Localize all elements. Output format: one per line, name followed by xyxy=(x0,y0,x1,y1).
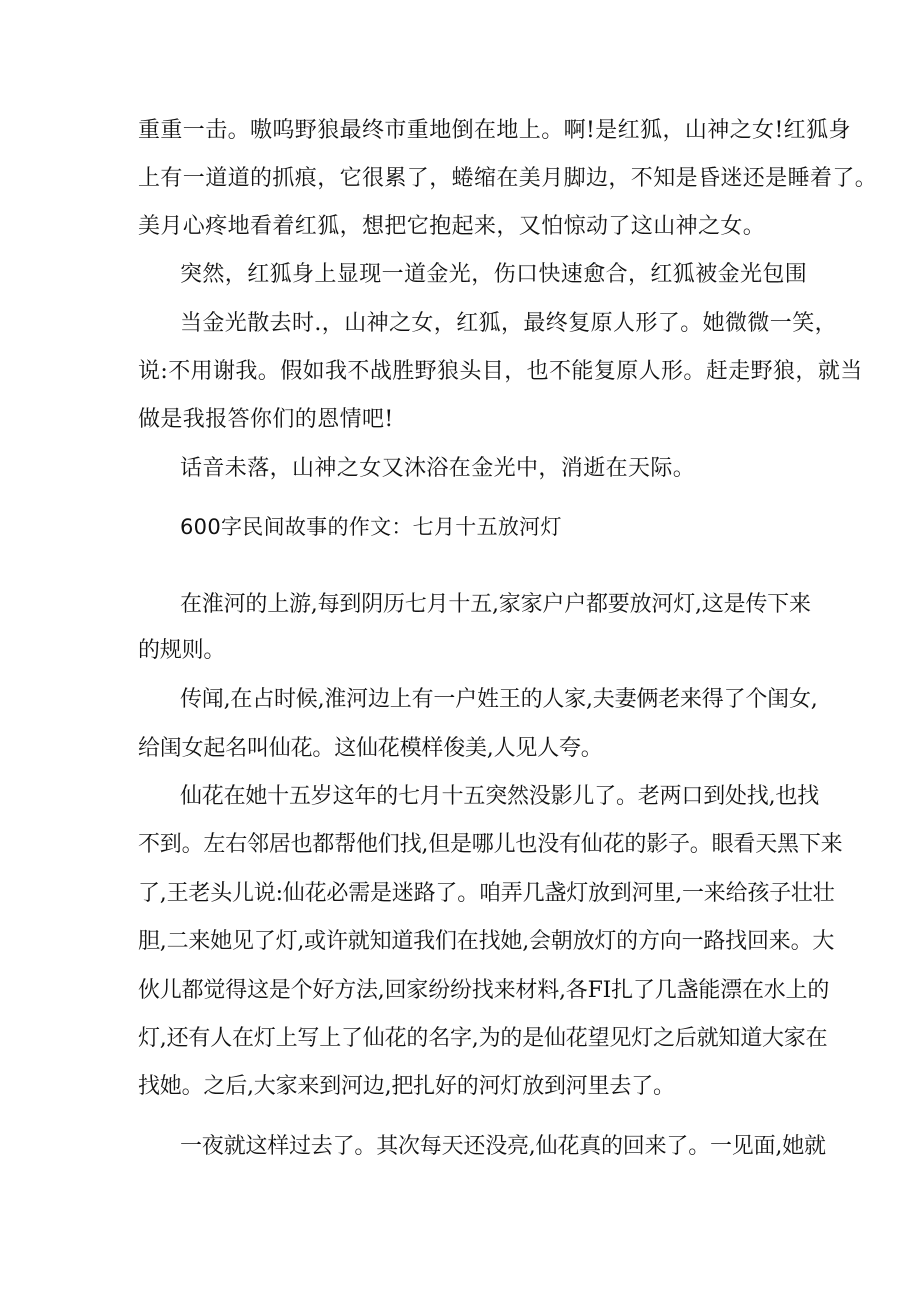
text-line: 伙儿都觉得这是个好方法,回家纷纷找来材料,各FI扎了几盏能漂在水上的 xyxy=(138,978,830,1003)
text-line: 一夜就这样过去了。其次每天还没亮,仙花真的回来了。一见面,她就 xyxy=(180,1134,826,1159)
text-line: 做是我报答你们的恩情吧! xyxy=(138,407,394,432)
text-line: 在淮河的上游,每到阴历七月十五,家家户户都要放河灯,这是传下来 xyxy=(180,592,811,617)
text-line: 突然，红狐身上显现一道金光，伤口快速愈合，红狐被金光包围 xyxy=(180,262,808,287)
text-line: 话音未落，山神之女又沐浴在金光中，消逝在天际。 xyxy=(180,456,696,481)
text-line: 的规则。 xyxy=(138,638,226,663)
text-line: 了,王老头儿说:仙花必需是迷路了。咱弄几盏灯放到河里,一来给孩子壮壮 xyxy=(138,881,835,906)
text-line: 找她。之后,大家来到河边,把扎好的河灯放到河里去了。 xyxy=(138,1074,675,1099)
section-heading: 600字民间故事的作文：七月十五放河灯 xyxy=(180,515,562,539)
text-line: 仙花在她十五岁这年的七月十五突然没影儿了。老两口到处找,也找 xyxy=(180,784,819,809)
text-line: 美月心疼地看着红狐，想把它抱起来，又怕惊动了这山神之女。 xyxy=(138,214,766,239)
text-line: 传闻,在占时候,淮河边上有一户姓王的人家,夫妻俩老来得了个闺女, xyxy=(180,687,818,712)
text-line: 灯,还有人在灯上写上了仙花的名字,为的是仙花望见灯之后就知道大家在 xyxy=(138,1026,828,1051)
text-line: 说:不用谢我。假如我不战胜野狼头目，也不能复原人形。赶走野狼，就当 xyxy=(138,359,863,384)
text-line: 重重一击。嗷呜野狼最终市重地倒在地上。啊!是红狐，山神之女!红狐身 xyxy=(138,118,851,143)
text-line: 胆,二来她见了灯,或许就知道我们在找她,会朝放灯的方向一路找回来。大 xyxy=(138,929,835,954)
text-line: 不到。左右邻居也都帮他们找,但是哪儿也没有仙花的影子。眼看天黑下来 xyxy=(138,832,843,857)
text-line: 上有一道道的抓痕，它很累了，蜷缩在美月脚边，不知是昏迷还是睡着了。 xyxy=(138,166,878,191)
text-line: 给闺女起名叫仙花。这仙花模样俊美,人见人夸。 xyxy=(138,736,603,761)
text-line: 当金光散去时.，山神之女，红狐，最终复原人形了。她微微一笑， xyxy=(180,311,837,336)
